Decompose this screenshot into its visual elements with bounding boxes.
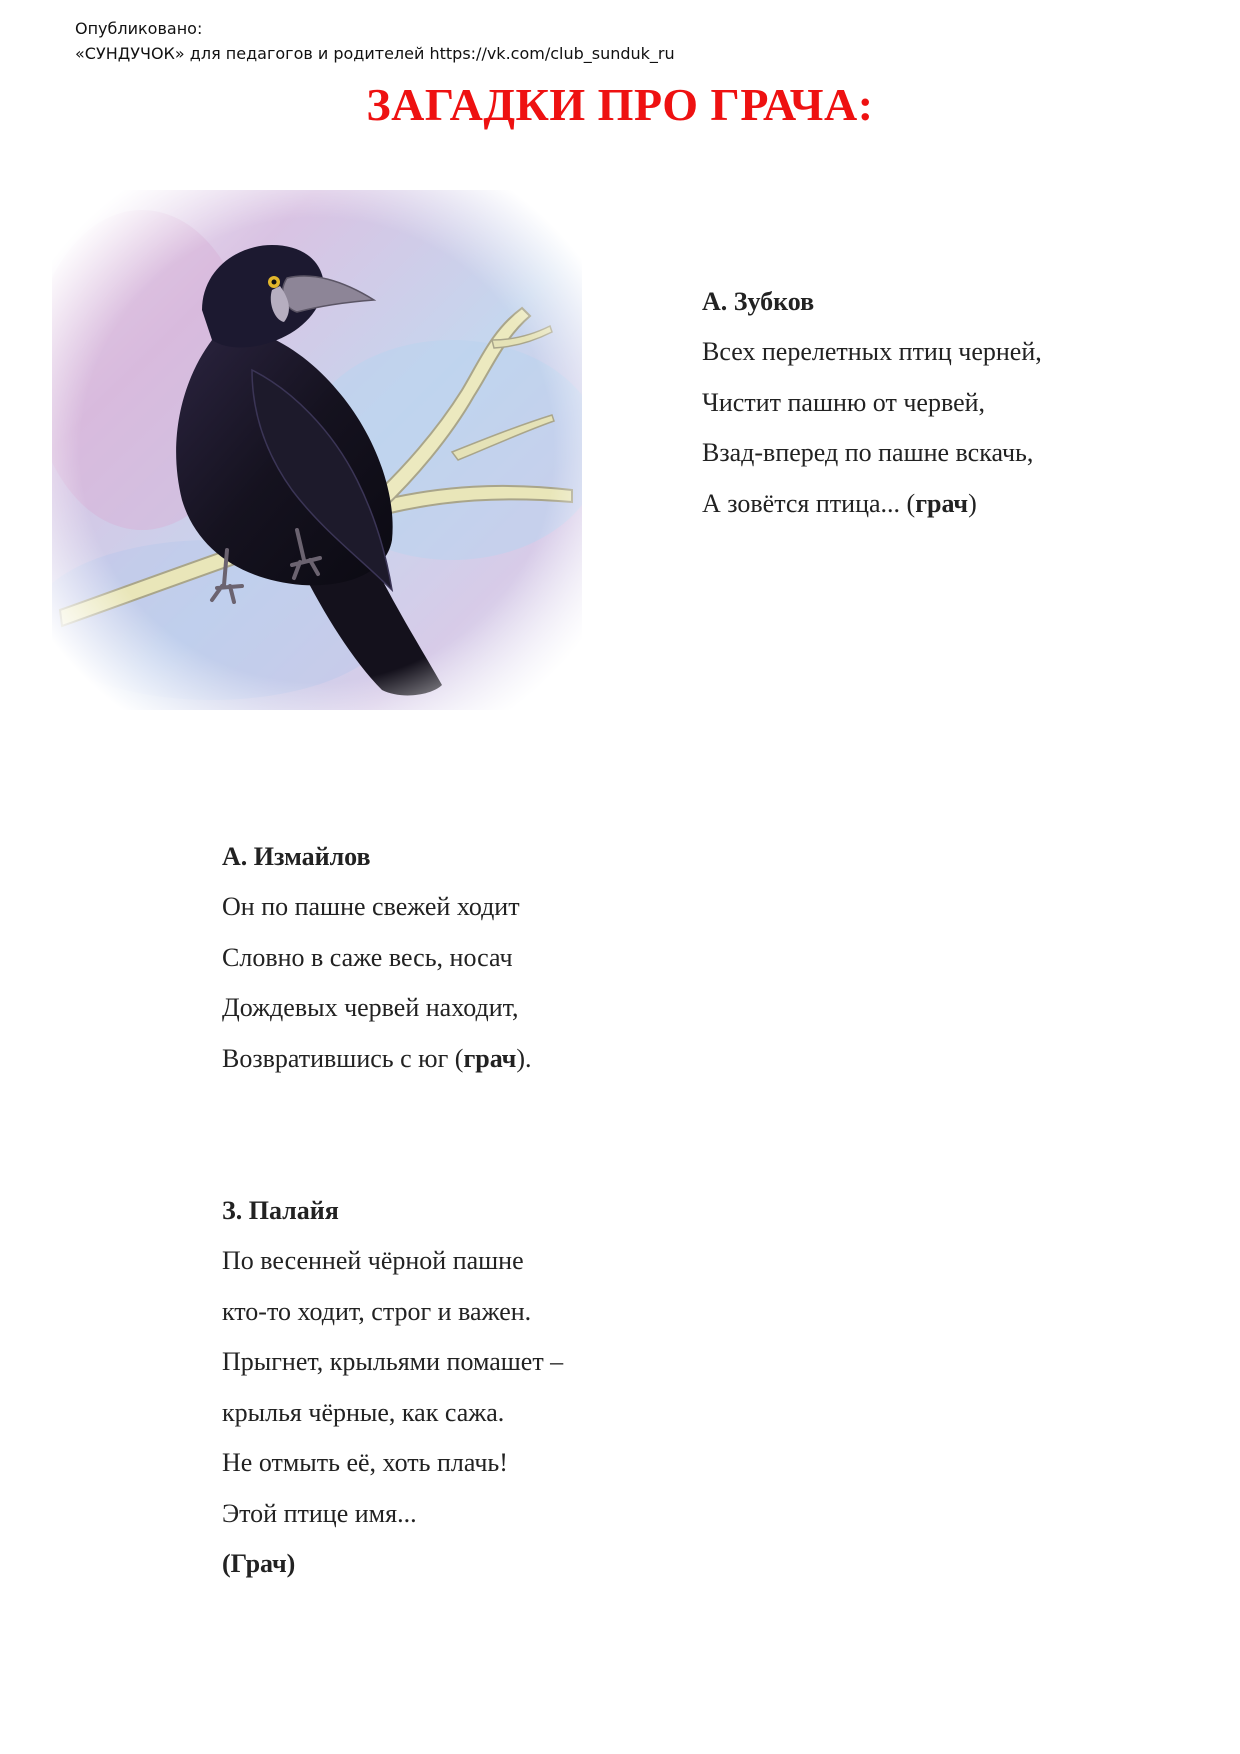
poem-author: А. Зубков bbox=[702, 287, 815, 316]
poem-line: Чистит пашню от червей, bbox=[702, 387, 986, 417]
poem-line: Прыгнет, крыльями помашет – bbox=[222, 1347, 564, 1376]
poem-line: Он по пашне свежей ходит bbox=[222, 892, 520, 921]
poem-last-line bbox=[702, 479, 1042, 530]
poem-line: кто-то ходит, строг и важен. bbox=[222, 1296, 532, 1326]
published-label: Опубликовано: bbox=[75, 19, 203, 38]
poem-palaya bbox=[222, 1186, 563, 1590]
poem-izmailov bbox=[222, 832, 532, 1084]
poem-line: Словно в саже весь, носач bbox=[222, 942, 513, 972]
poem-zubkov bbox=[702, 277, 1042, 529]
poem-author: З. Палайя bbox=[222, 1196, 339, 1225]
poem-line: По весенней чёрной пашне bbox=[222, 1246, 524, 1275]
riddle-answer: грач bbox=[915, 488, 969, 518]
poem-line-text: А зовётся птица... ( bbox=[702, 488, 916, 518]
poem-line-suffix: ). bbox=[516, 1043, 532, 1073]
poem-answer-line bbox=[222, 1539, 563, 1590]
poem-line-text: Возвратившись с юг ( bbox=[222, 1043, 464, 1073]
rook-illustration bbox=[52, 190, 582, 710]
riddle-answer: грач bbox=[463, 1043, 517, 1073]
poem-last-line bbox=[222, 1034, 532, 1085]
poem-line: Взад-вперед по пашне вскачь, bbox=[702, 438, 1034, 467]
page-title: ЗАГАДКИ ПРО ГРАЧА: bbox=[366, 79, 874, 130]
poem-line: Не отмыть её, хоть плачь! bbox=[222, 1448, 508, 1477]
poem-line: Дождевых червей находит, bbox=[222, 993, 519, 1022]
publication-header bbox=[75, 16, 675, 66]
source-line: «СУНДУЧОК» для педагогов и родителей https://vk.com/club_sunduk_ru bbox=[75, 44, 675, 63]
poem-line: крылья чёрные, как сажа. bbox=[222, 1397, 505, 1427]
illustration-edge-fade bbox=[52, 190, 582, 710]
poem-author: А. Измайлов bbox=[222, 842, 371, 871]
riddle-answer: (Грач) bbox=[222, 1549, 296, 1578]
poem-line: Всех перелетных птиц черней, bbox=[702, 337, 1042, 366]
poem-line-suffix: ) bbox=[968, 488, 977, 518]
poem-line: Этой птице имя... bbox=[222, 1498, 417, 1528]
